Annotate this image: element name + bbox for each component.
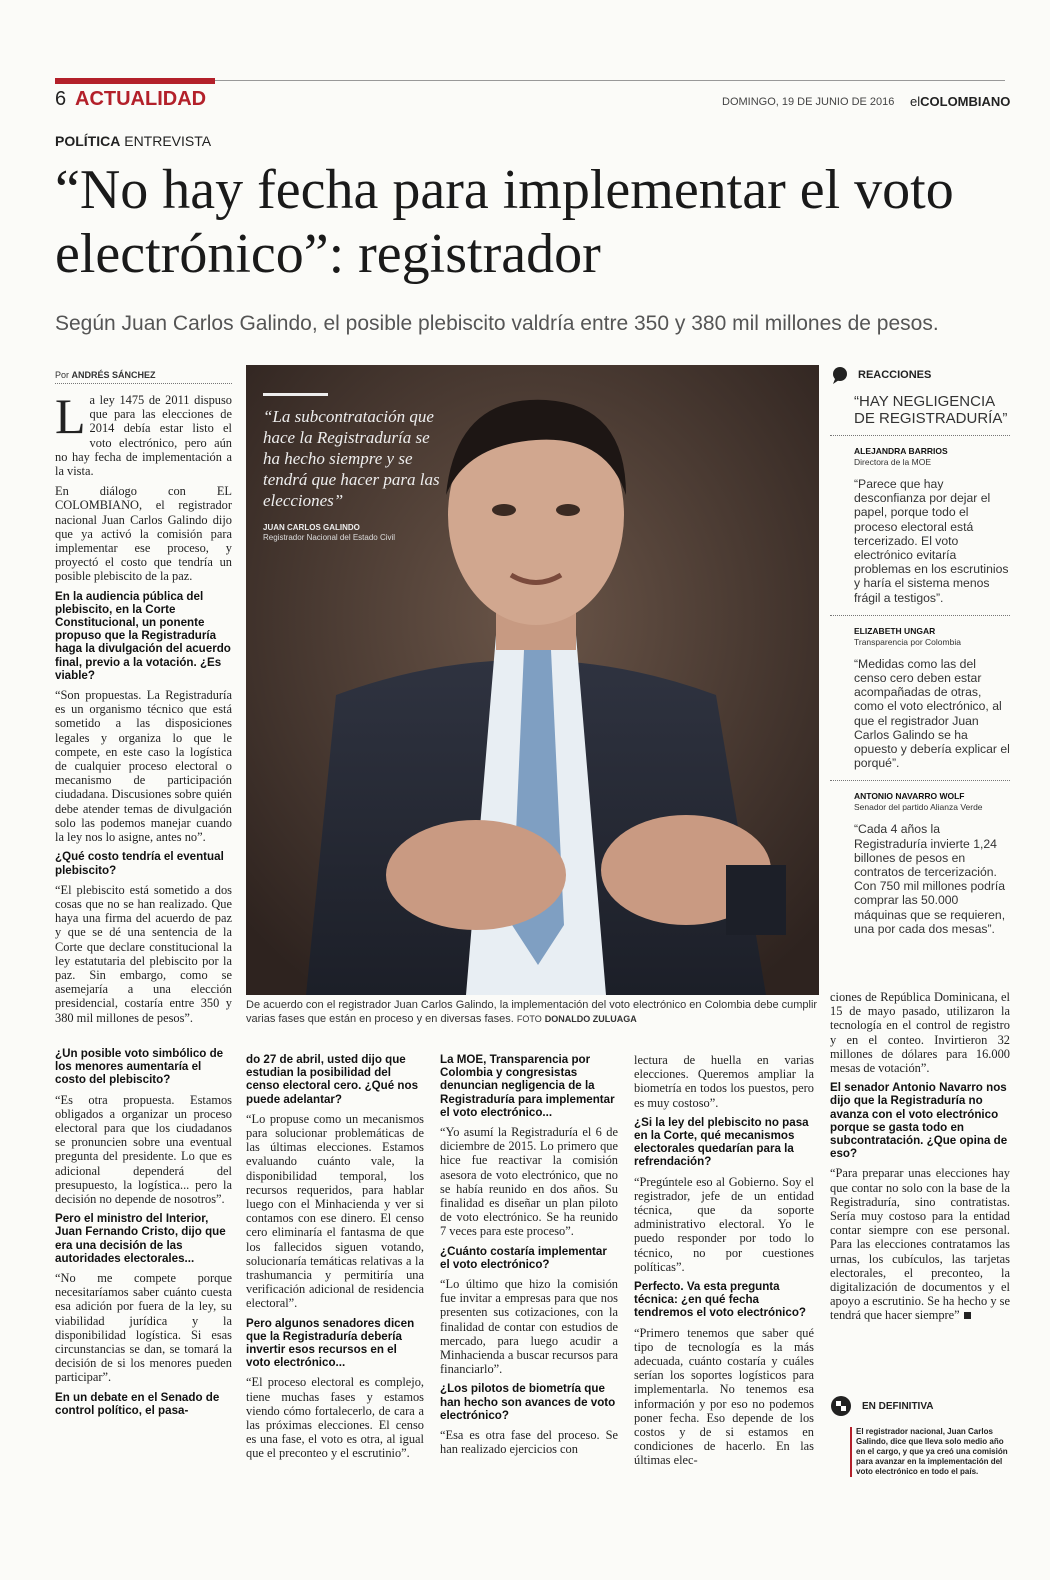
newspaper-brand [910, 94, 1010, 109]
photo-caption [246, 998, 821, 1026]
reaction-role: Transparencia por Colombia [854, 636, 961, 647]
question-3: ¿Un posible voto simbólico de los menores aumentaría el costo del plebiscito? [55, 1047, 224, 1087]
page-number: 6 [55, 88, 67, 110]
answer-5: “Lo propuse como un mecanismos para solucionar problemáticas de las últimas elecciones. Estamos evaluando cuánto vale, la disponibilidad temporal, los recursos requeridos, para hablar luego con el Minhacienda y ver si contamos con ese dinero. El censo cero eliminaría el fantasma de que los fallecidos siguen votando, solucionaría temáticas relativas a la trashumancia y permitiría una verificación adicional de residencia electoral”. [246, 1111, 424, 1311]
answer-12 [830, 1166, 1010, 1322]
answer-10: “Pregúntele eso al Gobierno. Soy el registrador, jefe de un entidad técnica, que da soporte administrativo electoral. Yo le puedo responder por todo lo técnico, no por cuestiones políticas”. [634, 1174, 814, 1274]
reactions-sidebar [830, 365, 1010, 946]
question-9: ¿Los pilotos de biometría que han hecho son avances de voto electrónico? [440, 1382, 616, 1422]
photo-credit-name: DONALDO ZULUAGA [544, 1014, 637, 1024]
article-column-1 [55, 388, 232, 1031]
question-7: La MOE, Transparencia por Colombia y congresistas denuncian negligencia de la Registraduría para implementar el voto electrónico... [440, 1053, 615, 1119]
caption-text: De acuerdo con el registrador Juan Carlos Galindo, la implementación del voto electrónico en Colombia debe cumplir varias fases que están en proceso y en diversas fases. [246, 999, 818, 1025]
issue-date: DOMINGO, 19 DE JUNIO DE 2016 [722, 96, 895, 108]
article-column-1b [55, 1043, 232, 1417]
answer-11-start: “Primero tenemos que saber qué tipo de tecnología es la más adecuada, cuánto costaría y cuáles serían los soportes logísticos para implementarla. No tenemos esa información y por eso no podemos poner fecha. Eso depende de los costos y de si estamos en condiciones de hacerlo. En las últimas elec- [634, 1325, 814, 1468]
pull-quote-text: “La subcontratación que hace la Registraduría se ha hecho siempre y se tendrá que hacer para las elecciones” [263, 407, 440, 510]
reaction-quote: “Medidas como las del censo cero deben estar acompañadas de otras, como el voto electrónico, al que el registrador Juan Carlos Galindo se ha opuesto y debería explicar el porqué”. [854, 656, 1010, 771]
article-kicker [55, 133, 211, 149]
byline-prefix: Por [55, 370, 70, 380]
answer-12-text: “Para preparar unas elecciones hay que contar no solo con la base de la Registraduría, sino contratistas. Sería muy costoso para la entidad contar siempre con ese personal. Para las elecciones contratamos las urnas, los cubículos, las tarjetas electorales, el preconteo, la digitalización de documentos y el apoyo a escrutinio. Se ha hecho y se tendrá que hacer siempre” [830, 1166, 1010, 1323]
pull-quote [263, 393, 443, 542]
byline [55, 370, 156, 380]
reaction-quote: “Cada 4 años la Registraduría invierte 1,24 billones de pesos en contratos de tercerización. Con 750 mil millones podría comprar las 50.000 máquinas que se requieren, una por cada dos mesas”. [854, 822, 1006, 936]
question-11: Perfecto. Va esta pregunta técnica: ¿en qué fecha tendremos el voto electrónico? [634, 1280, 807, 1320]
brand-prefix: el [910, 94, 921, 109]
intro-paragraph: En diálogo con EL COLOMBIANO, el registrador nacional Juan Carlos Galindo dijo que ya activó la comisión para implementar ese proceso, y proyectó el costo que tendría un posible plebiscito de la paz. [55, 484, 232, 584]
reaction-role: Senador del partido Alianza Verde [854, 802, 983, 813]
speech-bubble-icon [830, 365, 850, 385]
reaction-role: Directora de la MOE [854, 457, 931, 467]
question-1: En la audiencia pública del plebiscito, en la Corte Constitucional, un ponente propuso que la Registraduría haga la divulgación del acuerdo final, previo a la votación. ¿Es viable? [55, 589, 231, 682]
question-4: Pero el ministro del Interior, Juan Fernando Cristo, dijo que era una decisión de las autoridades electorales... [55, 1212, 226, 1265]
summary-box [830, 1395, 1010, 1477]
reaction-name: ANTONIO NAVARRO WOLF [854, 791, 965, 802]
answer-4: “No me compete porque necesitaríamos saber cuánto cuesta esa adición por fuera de la ley, su viabilidad jurídica y la disponibilidad logística. Si esas circunstancias se dan, se tomará la decisión de si los menores pueden participar”. [55, 1271, 232, 1385]
reaction-name: ALEJANDRA BARRIOS [854, 446, 948, 456]
answer-9-start: “Esa es otra fase del proceso. Se han realizado ejercicios con [440, 1428, 618, 1457]
answer-9-continued: lectura de huella en varias elecciones. Queremos ampliar la biometría en todos los puestos, pero es muy costoso”. [634, 1053, 814, 1110]
photo-credit-label: FOTO [516, 1014, 542, 1024]
byline-rule [55, 383, 232, 384]
section-name: ACTUALIDAD [75, 88, 207, 110]
kicker-section: POLÍTICA [55, 133, 121, 149]
kicker-type: ENTREVISTA [120, 133, 212, 149]
reactions-header [830, 365, 1010, 385]
summary-label: EN DEFINITIVA [862, 1400, 934, 1412]
headline: “No hay fecha para implementar el voto electrónico”: registrador [55, 159, 954, 285]
reaction-item [830, 616, 1010, 782]
header-rule [215, 80, 1005, 81]
brand-name: COLOMBIANO [920, 94, 1011, 109]
article-column-2 [246, 1053, 424, 1467]
summary-text: El registrador nacional, Juan Carlos Galindo, dice que lleva solo medio año en el cargo, y que ya creó una comisión para avanzar en la implementación del voto electrónico en todo el país. [850, 1427, 1010, 1477]
lead-paragraph [55, 388, 232, 479]
answer-1: “Son propuestas. La Registraduría es un organismo técnico que está sometido a las disposiciones legales y organiza lo que le compete, en este caso la logística de cualquier proceso electoral o mecanismo de participación ciudadana. Discusiones sobre quién debe atender temas de divulgación solo las podemos manejar cuando la ley nos lo asigne, antes no”. [55, 688, 232, 845]
question-8: ¿Cuánto costaría implementar el voto electrónico? [440, 1244, 607, 1271]
reactions-label: REACCIONES [858, 369, 932, 381]
pull-quote-rule [263, 393, 328, 396]
reactions-title: “HAY NEGLIGENCIA DE REGISTRADURÍA” [830, 393, 1010, 436]
summary-header [830, 1395, 1010, 1417]
answer-6: “El proceso electoral es complejo, tiene muchas fases y estamos viendo cómo fortalecerlo, de cara a las próximas elecciones. El censo es una fase, el voto es otra, al igual que el preconteo y el escrutinio”. [246, 1375, 424, 1461]
answer-3: “Es otra propuesta. Estamos obligados a organizar un proceso electoral para que los ciudadanos se pronuncien sobre una eventual pregunta del presidente. Lo que es adicional dependerá del presupuesto, la logística... pero la decisión no depende de nosotros”. [55, 1092, 232, 1207]
question-10: ¿Si la ley del plebiscito no pasa en la Corte, qué mecanismos electorales quedarían para la refrendación? [634, 1115, 809, 1169]
answer-11-continued: ciones de República Dominicana, el 15 de mayo pasado, utilizaron la tecnología en el control de registro y en el conteo. Invirtieron 32 millones de dólares para 16.000 mesas de votación”. [830, 990, 1010, 1076]
answer-7: “Yo asumí la Registraduría el 6 de diciembre de 2015. Lo primero que hice fue reactivar la comisión asesora de voto electrónico, que no se había reunido en dos años. Su finalidad es diseñar un plan piloto de voto electrónico. Se ha reunido 7 veces para este proceso”. [440, 1125, 618, 1239]
answer-2: “El plebiscito está sometido a dos cosas que no se han realizado. Que haya una firma del acuerdo de paz y que se dé una sentencia de la Corte que declare constitucional la ley estatutaria del plebiscito por la paz. Sin embargo, como se asemejaría a una elección presidencial, costaría entre 350 y 380 mil millones de pesos”. [55, 882, 232, 1025]
question-2: ¿Qué costo tendría el eventual plebiscito? [55, 850, 224, 877]
answer-8: “Lo último que hizo la comisión fue invitar a empresas para que nos presenten sus cotizaciones, con la finalidad de contar con estudios de mercado, para luego acudir a Minhacienda a buscar recursos para financiarlo”. [440, 1277, 618, 1377]
question-6: Pero algunos senadores dicen que la Registraduría debería invertir esos recursos en el voto electrónico... [246, 1316, 415, 1370]
lead-text: a ley 1475 de 2011 dispuso que para las elecciones de 2014 debía estar listo el voto electrónico, pero aún no hay fecha de implementación a la vista. [55, 393, 232, 479]
byline-author: ANDRÉS SÁNCHEZ [71, 370, 156, 380]
article-column-4 [634, 1053, 814, 1474]
reaction-item [830, 436, 1010, 616]
section-color-bar [55, 78, 215, 84]
question-5-continued: do 27 de abril, usted dijo que estudian la posibilidad del censo electoral cero. ¿Qué nos puede adelantar? [246, 1053, 419, 1106]
checkered-icon [830, 1395, 852, 1417]
pull-quote-name: JUAN CARLOS GALINDO [263, 523, 360, 532]
end-mark [964, 1312, 971, 1319]
reaction-quote: “Parece que hay desconfianza por dejar el papel, porque todo el proceso electoral está tercerizado. El voto electrónico evitaría problemas en los escrutinios y haría el sistema menos frágil a testigos”. [854, 477, 1009, 605]
dropcap: L [55, 388, 86, 444]
subheadline: Según Juan Carlos Galindo, el posible plebiscito valdría entre 350 y 380 mil millones de pesos. [55, 312, 939, 335]
reaction-item [830, 781, 1010, 946]
pull-quote-role: Registrador Nacional del Estado Civil [263, 533, 396, 542]
question-5-start: En un debate en el Senado de control político, el pasa- [55, 1390, 220, 1417]
article-column-3 [440, 1053, 618, 1462]
reaction-name: ELIZABETH UNGAR [854, 625, 936, 636]
question-12: El senador Antonio Navarro nos dijo que la Registraduría no avanza con el voto electrónico porque se gasta todo en subcontratación. ¿Que opina de eso? [830, 1081, 1008, 1161]
article-column-5 [830, 990, 1010, 1329]
